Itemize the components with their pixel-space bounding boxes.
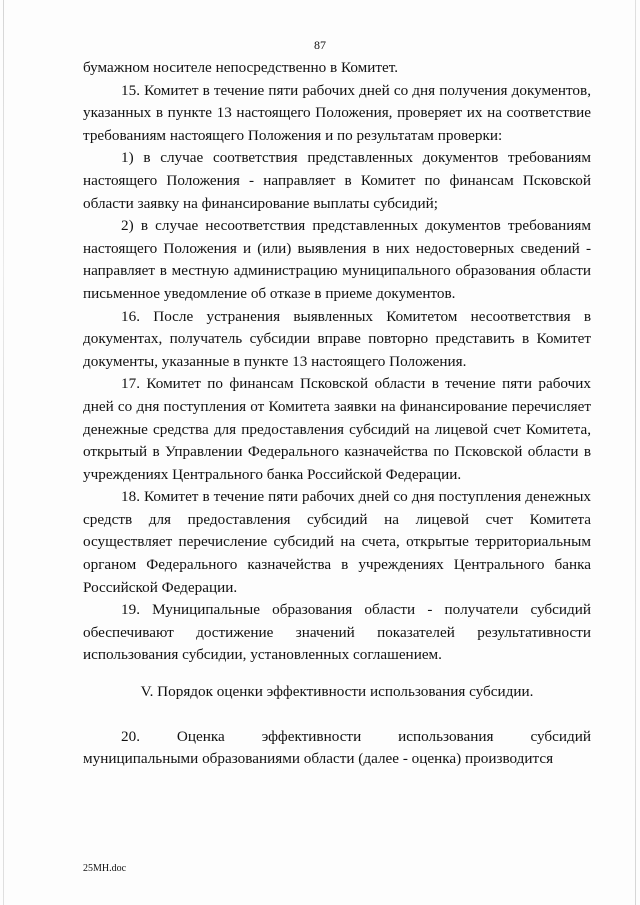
paragraph-20-word: 20. bbox=[121, 727, 140, 745]
section-heading: V. Порядок оценки эффективности использования субсидии. bbox=[140, 683, 534, 701]
paragraph-17: 17. Комитет по финансам Псковской области в течение пяти рабочих дней со дня поступления от Комитета заявки на финансирование перечисляет денежные средства для предоставления субсидий на лицевой счет Комитета, открытый в Управлении Федерального казначейства по Псковской области в учреждениях Центрального банка Российской Федерации. bbox=[83, 375, 591, 483]
scan-edge-right bbox=[635, 0, 636, 905]
paragraph-15: 15. Комитет в течение пяти рабочих дней со дня получения документов, указанных в пункте 13 настоящего Положения, проверяет их на соответствие требованиям настоящего Положения и по результатам проверки: bbox=[83, 81, 591, 144]
paragraph-19: 19. Муниципальные образования области - получатели субсидий обеспечивают достижение значений показателей результативности использования субсидии, установленных соглашением. bbox=[83, 601, 591, 664]
page-number: 87 bbox=[314, 38, 326, 52]
scan-edge-left bbox=[3, 0, 4, 905]
paragraph-20-word: Оценка bbox=[176, 727, 225, 745]
paragraph-18: 18. Комитет в течение пяти рабочих дней со дня поступления денежных средств для предоставления субсидий на лицевой счет Комитета осуществляет перечисление субсидий на счета, открытые территориальным органом Федерального казначейства в учреждениях Центрального банка Российской Федерации. bbox=[83, 488, 591, 596]
paragraph-20-line-2: муниципальными образованиями области (далее - оценка) производится bbox=[83, 750, 554, 768]
paragraph-20-word: использования bbox=[398, 727, 494, 745]
paragraph-continuation: бумажном носителе непосредственно в Комитет. bbox=[83, 59, 399, 76]
paragraph-20-word: субсидий bbox=[530, 727, 591, 745]
paragraph-15-item-1: 1) в случае соответствия представленных документов требованиям настоящего Положения - направляет в Комитет по финансам Псковской области заявку на финансирование выплаты субсидий; bbox=[83, 149, 591, 212]
paragraph-20-word: эффективности bbox=[261, 727, 362, 745]
paragraph-20-line-1 bbox=[83, 726, 591, 749]
document-body bbox=[83, 57, 591, 771]
paragraph-16: 16. После устранения выявленных Комитетом несоответствия в документах, получатель субсидии вправе повторно представить в Комитет документы, указанные в пункте 13 настоящего Положения. bbox=[83, 307, 591, 370]
footer-filename: 25МН.doc bbox=[83, 863, 127, 874]
paragraph-15-item-2: 2) в случае несоответствия представленных документов требованиям настоящего Положения и (или) выявления в них недостоверных сведений - направляет в местную администрацию муниципального образования области письменное уведомление об отказе в приеме документов. bbox=[83, 217, 591, 302]
